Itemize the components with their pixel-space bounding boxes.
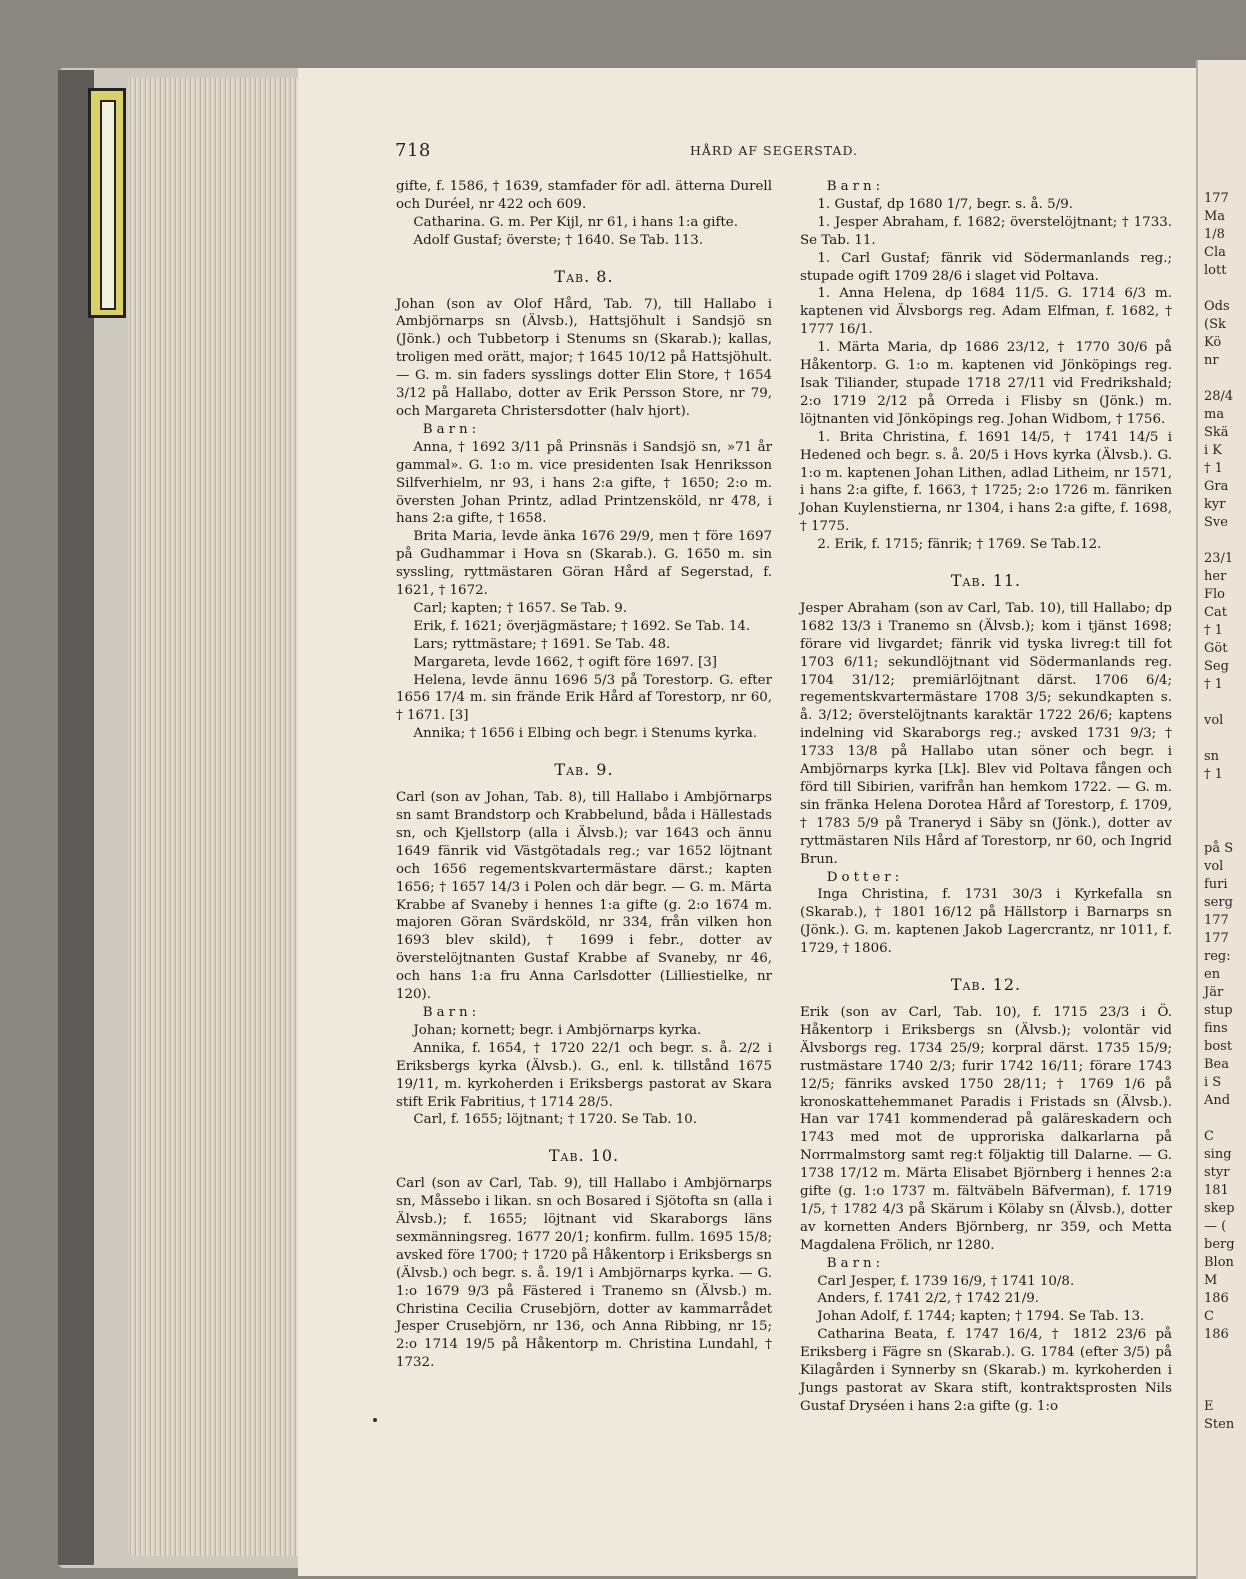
next-page-fragment: stup bbox=[1204, 1003, 1233, 1018]
entry-paragraph: Carl (son av Johan, Tab. 8), till Hallabo i Ambjörnarps sn samt Brandstorp och Krabbelund, båda i Hällestads sn, och Kjellstorp (alla i Älvsb.); var 1643 och ännu 1649 fänrik vid Västgötadals reg.; var 1652 löjtnant och 1656 regementskvartermästare därst.; kapten 1656; † 1657 14/3 i Polen och där begr. — G. m. Märta Krabbe af Svaneby i hennes 1:a gifte (g. 2:o 1674 m. majoren Göran Svärdsköld, nr 334, från vilken hon 1693 blev skild), † 1699 i febr., dotter av överstelöjtnanten Gustaf Krabbe af Svaneby, nr 46, och hans 1:a fru Anna Carlsdotter (Lilliestielke, nr 120). bbox=[396, 790, 772, 1003]
entry-paragraph: 1. Jesper Abraham, f. 1682; överstelöjtnant; † 1733. Se Tab. 11. bbox=[800, 214, 1172, 248]
next-page-fragment: E bbox=[1204, 1399, 1214, 1414]
entry-paragraph: Johan; kornett; begr. i Ambjörnarps kyrka. bbox=[413, 1022, 702, 1038]
table-heading: Tab. 11. bbox=[950, 571, 1022, 591]
next-page-fragment: Jär bbox=[1204, 985, 1224, 1000]
next-page-fragment: berg bbox=[1204, 1237, 1235, 1252]
entry-paragraph: Johan Adolf, f. 1744; kapten; † 1794. Se Tab. 13. bbox=[817, 1309, 1145, 1325]
next-page-fragment: lott bbox=[1204, 263, 1227, 278]
page-number: 718 bbox=[395, 140, 431, 161]
next-page-fragment: styr bbox=[1204, 1165, 1230, 1180]
children-label: Barn: bbox=[422, 421, 481, 437]
margin-dot bbox=[373, 1418, 377, 1422]
next-page-fragment: vol bbox=[1204, 859, 1224, 874]
next-page-fragment: i S bbox=[1204, 1075, 1222, 1090]
next-page-fragment: på S bbox=[1204, 841, 1234, 856]
children-label: Dotter: bbox=[826, 869, 904, 885]
next-page-fragment: fins bbox=[1204, 1021, 1228, 1036]
next-page-fragment: Cla bbox=[1204, 245, 1226, 260]
next-page-fragment: Skä bbox=[1204, 425, 1229, 440]
entry-paragraph: 1. Märta Maria, dp 1686 23/12, † 1770 30/6 på Håkentorp. G. 1:o m. kaptenen vid Jönköpings reg. Isak Tiliander, stupade 1718 27/11 vid Fredrikshald; 2:o 1719 2/12 på Orreda i Flisby sn (Jönk.) m. löjtnanten vid Jönköpings reg. Johan Widbom, † 1756. bbox=[800, 340, 1172, 427]
entry-paragraph: Anna, † 1692 3/11 på Prinsnäs i Sandsjö sn, »71 år gammal». G. 1:o m. vice presidenten Isak Henriksson Silfverhielm, nr 93, i hans 2:a gifte, † 1650; 2:o m. översten Johan Printz, adlad Printzensköld, nr 478, i hans 2:a gifte, † 1658. bbox=[396, 439, 772, 527]
next-page-fragment: 177 bbox=[1204, 913, 1229, 928]
next-page-fragment: Bea bbox=[1204, 1057, 1229, 1072]
entry-paragraph: Inga Christina, f. 1731 30/3 i Kyrkefalla sn (Skarab.), † 1801 16/12 på Hällstorp i Barnarps sn (Jönk.). G. m. kaptenen Jakob Lagercrantz, nr 1011, f. 1729, † 1806. bbox=[800, 887, 1172, 957]
next-page-fragment: en bbox=[1204, 967, 1221, 982]
next-page-fragment: Kö bbox=[1204, 335, 1222, 350]
next-page-fragment: 1/8 bbox=[1204, 227, 1225, 242]
next-page-fragment: C bbox=[1204, 1309, 1214, 1324]
next-page-fragment: 28/4 bbox=[1204, 389, 1234, 404]
children-label: Barn: bbox=[826, 1255, 885, 1271]
entry-paragraph: Margareta, levde 1662, † ogift före 1697. [3] bbox=[413, 654, 717, 670]
next-page-fragment: Ods bbox=[1204, 299, 1230, 314]
next-page-fragment: sing bbox=[1204, 1147, 1232, 1162]
next-page-fragment: (Sk bbox=[1204, 317, 1226, 332]
next-page-fragment: C bbox=[1204, 1129, 1214, 1144]
entry-paragraph: gifte, f. 1586, † 1639, stamfader för adl. ätterna Durell och Duréel, nr 422 och 609. bbox=[396, 179, 772, 212]
entry-paragraph: Catharina Beata, f. 1747 16/4, † 1812 23/6 på Eriksberg i Fägre sn (Skarab.). G. 1784 (efter 3/5) på Kilagården i Synnerby sn (Skarab.) m. kyrkoherden i Jungs pastorat av Skara stift, kontraktsprosten Nils Gustaf Dryséen i hans 2:a gifte (g. 1:o bbox=[800, 1327, 1172, 1414]
next-page-fragment: † 1 bbox=[1204, 461, 1223, 476]
next-page-fragment: Seg bbox=[1204, 659, 1229, 674]
entry-paragraph: 1. Gustaf, dp 1680 1/7, begr. s. å. 5/9. bbox=[817, 196, 1073, 212]
next-page-fragment: 177 bbox=[1204, 931, 1229, 946]
next-page-fragment: 181 bbox=[1204, 1183, 1229, 1198]
next-page-edge bbox=[1196, 60, 1246, 1579]
right-column bbox=[800, 178, 1172, 1416]
entry-paragraph: Carl Jesper, f. 1739 16/9, † 1741 10/8. bbox=[817, 1273, 1075, 1289]
next-page-fragment: reg: bbox=[1204, 949, 1231, 964]
entry-paragraph: Adolf Gustaf; överste; † 1640. Se Tab. 113. bbox=[413, 232, 704, 248]
next-page-fragment: M bbox=[1204, 1273, 1218, 1288]
next-page-fragment: bost bbox=[1204, 1039, 1233, 1054]
table-heading: Tab. 9. bbox=[554, 760, 614, 780]
next-page-fragment: 23/1 bbox=[1204, 551, 1234, 566]
entry-paragraph: 1. Brita Christina, f. 1691 14/5, † 1741 14/5 i Hedened och begr. s. å. 20/5 i Hovs kyrka (Älvsb.). G. 1:o m. kaptenen Johan Lithen, adlad Litheim, nr 1571, i hans 2:a gifte, f. 1663, † 1725; 2:o 1726 m. fänriken Johan Kuylenstierna, nr 1304, i hans 2:a gifte, f. 1698, † 1775. bbox=[800, 429, 1172, 535]
next-page-fragment: serg bbox=[1204, 895, 1233, 910]
table-heading: Tab. 10. bbox=[548, 1146, 620, 1166]
entry-paragraph: Erik, f. 1621; överjägmästare; † 1692. Se Tab. 14. bbox=[413, 618, 751, 634]
entry-paragraph: Brita Maria, levde änka 1676 29/9, men † före 1697 på Gudhammar i Hova sn (Skarab.). G. 1650 m. sin syssling, ryttmästaren Göran Hård af Segerstad, f. 1621, † 1672. bbox=[396, 529, 772, 599]
next-page-fragment: ma bbox=[1204, 407, 1225, 422]
next-page-fragment: kyr bbox=[1204, 497, 1226, 512]
next-page-fragment: Sten bbox=[1204, 1417, 1235, 1432]
next-page-fragment: nr bbox=[1204, 353, 1219, 368]
next-page-fragment: And bbox=[1204, 1093, 1231, 1108]
next-page-fragment: sn bbox=[1204, 749, 1220, 764]
next-page-fragment: 186 bbox=[1204, 1327, 1229, 1342]
entry-paragraph: Carl; kapten; † 1657. Se Tab. 9. bbox=[413, 600, 628, 616]
entry-paragraph: Carl (son av Carl, Tab. 9), till Hallabo i Ambjörnarps sn, Måssebo i likan. sn och Bosared i Sjötofta sn (alla i Älvsb.); f. 1655; löjtnant vid Skaraborgs läns sexmänningsreg. 1677 20/1; konfirm. fullm. 1695 15/8; avsked före 1700; † 1720 på Håkentorp i Eriksbergs sn (Älvsb.) och begr. s. å. 19/1 i Ambjörnarps kyrka. — G. 1:o 1679 9/3 på Fästered i Tranemo sn (Älvsb.) m. Christina Cecilia Crusebjörn, dotter av kammarrådet Jesper Crusebjörn, nr 136, och Anna Ribbing, nr 15; 2:o 1714 19/5 på Håkentorp m. Christina Lundahl, † 1732. bbox=[396, 1176, 772, 1371]
next-page-fragment: skep bbox=[1204, 1201, 1235, 1216]
next-page-fragment: † 1 bbox=[1204, 767, 1223, 782]
entry-paragraph: Annika; † 1656 i Elbing och begr. i Stenums kyrka. bbox=[413, 726, 758, 742]
next-page-fragment: † 1 bbox=[1204, 623, 1223, 638]
next-page-fragment: Gra bbox=[1204, 479, 1229, 494]
next-page-fragment: Cat bbox=[1204, 605, 1227, 620]
entry-paragraph: Anders, f. 1741 2/2, † 1742 21/9. bbox=[817, 1291, 1039, 1307]
entry-paragraph: Carl, f. 1655; löjtnant; † 1720. Se Tab. 10. bbox=[413, 1112, 698, 1128]
next-page-fragment: vol bbox=[1204, 713, 1224, 728]
next-page-fragment: Ma bbox=[1204, 209, 1226, 224]
next-page-fragment: Blon bbox=[1204, 1255, 1234, 1270]
table-heading: Tab. 12. bbox=[950, 975, 1022, 995]
entry-paragraph: Annika, f. 1654, † 1720 22/1 och begr. s. å. 2/2 i Eriksbergs kyrka (Älvsb.). G., enl. k. tillstånd 1675 19/11, m. kyrkoherden i Eriksbergs pastorat av Skara stift Erik Fabritius, † 1714 28/5. bbox=[396, 1040, 772, 1110]
left-column bbox=[396, 178, 772, 1372]
next-page-fragment: i K bbox=[1204, 443, 1223, 458]
entry-paragraph: 1. Carl Gustaf; fänrik vid Södermanlands reg.; stupade ogift 1709 28/6 i slaget vid Poltava. bbox=[800, 250, 1172, 284]
entry-paragraph: Helena, levde ännu 1696 5/3 på Torestorp. G. efter 1656 17/4 m. sin frände Erik Hård af Torestorp, nr 60, † 1671. [3] bbox=[396, 672, 772, 724]
next-page-fragment: — ( bbox=[1204, 1219, 1227, 1234]
children-label: Barn: bbox=[826, 179, 885, 194]
next-page-fragment: Göt bbox=[1204, 641, 1228, 656]
entry-paragraph: Catharina. G. m. Per Kijl, nr 61, i hans 1:a gifte. bbox=[413, 214, 738, 230]
next-page-fragment: Sve bbox=[1204, 515, 1228, 530]
table-heading: Tab. 8. bbox=[554, 266, 614, 286]
next-page-fragment: 186 bbox=[1204, 1291, 1229, 1306]
page-edges bbox=[128, 78, 300, 1556]
next-page-fragment: † 1 bbox=[1204, 677, 1223, 692]
next-page-fragment: 177 bbox=[1204, 191, 1229, 206]
entry-paragraph: 1. Anna Helena, dp 1684 11/5. G. 1714 6/3 m. kaptenen vid Älvsborgs reg. Adam Elfman, f. 1682, † 1777 16/1. bbox=[800, 286, 1172, 338]
next-page-fragment: her bbox=[1204, 569, 1227, 584]
entry-paragraph: 2. Erik, f. 1715; fänrik; † 1769. Se Tab.12. bbox=[817, 537, 1102, 553]
next-page-fragment: furi bbox=[1204, 877, 1228, 892]
entry-paragraph: Erik (son av Carl, Tab. 10), f. 1715 23/3 i Ö. Håkentorp i Eriksbergs sn (Älvsb.); volontär vid Älvsborgs reg. 1734 25/9; korpral därst. 1735 15/9; rustmästare 1740 2/3; furir 1742 16/11; förare 1743 12/5; fänriks avsked 1750 28/11; † 1769 1/6 på kronoskattehemmanet Paradis i Fristads sn (Älvsb.). Han var 1741 kommenderad på galäreskadern och 1743 med mot de upproriska dalkarlarna på Norrmalmstorg samt reg:t följaktig till Dalarne. — G. 1738 17/12 m. Märta Elisabet Björnberg i hennes 2:a gifte (g. 1:o 1737 m. fältväbeln Bäfverman), f. 1719 1/5, † 1782 4/3 på Skärum i Kölaby sn (Älvsb.), dotter av kornetten Anders Björnberg, nr 359, och Metta Magdalena Frölich, nr 1280. bbox=[800, 1004, 1172, 1253]
entry-paragraph: Lars; ryttmästare; † 1691. Se Tab. 48. bbox=[413, 636, 671, 652]
spine-label bbox=[100, 100, 116, 310]
entry-paragraph: Jesper Abraham (son av Carl, Tab. 10), till Hallabo; dp 1682 13/3 i Tranemo sn (Älvsb.); kom i tjänst 1698; förare vid livgardet; fänrik vid tyska livreg:t till fot 1703 6/11; sekundlöjtnant vid Södermanlands reg. 1704 31/12; premiärlöjtnant därst. 1706 6/4; regementskvartermästare 1708 3/5; sekundkapten s. å. 3/12; överstelöjtnants karaktär 1722 26/6; kaptens indelning vid Skaraborgs reg.; avsked 1731 9/3; † 1733 13/8 på Hallabo utan söner och begr. i Ambjörnarps kyrka [Lk]. Blev vid Poltava fången och förd till Sibirien, varifrån han hemkom 1722. — G. m. sin fränka Helena Dorotea Hård af Torestorp, f. 1709, † 1783 5/9 på Traneryd i Säby sn (Jönk.), dotter av ryttmästaren Nils Hård af Torestorp, nr 60, och Ingrid Brun. bbox=[800, 600, 1172, 867]
children-label: Barn: bbox=[422, 1004, 481, 1020]
next-page-fragment: Flo bbox=[1204, 587, 1226, 602]
entry-paragraph: Johan (son av Olof Hård, Tab. 7), till Hallabo i Ambjörnarps sn (Älvsb.), Hattsjöhult i Sandsjö sn (Jönk.) och Tubbetorp i Stenums sn (Skarab.); kallas, troligen med orätt, major; † 1645 10/12 på Hattsjöhult. — G. m. sin faders sysslings dotter Elin Store, † 1654 3/12 på Hallabo, dotter av Erik Persson Store, nr 79, och Margareta Christersdotter (halv hjort). bbox=[396, 296, 772, 419]
running-title: HÅRD AF SEGERSTAD. bbox=[690, 143, 859, 158]
